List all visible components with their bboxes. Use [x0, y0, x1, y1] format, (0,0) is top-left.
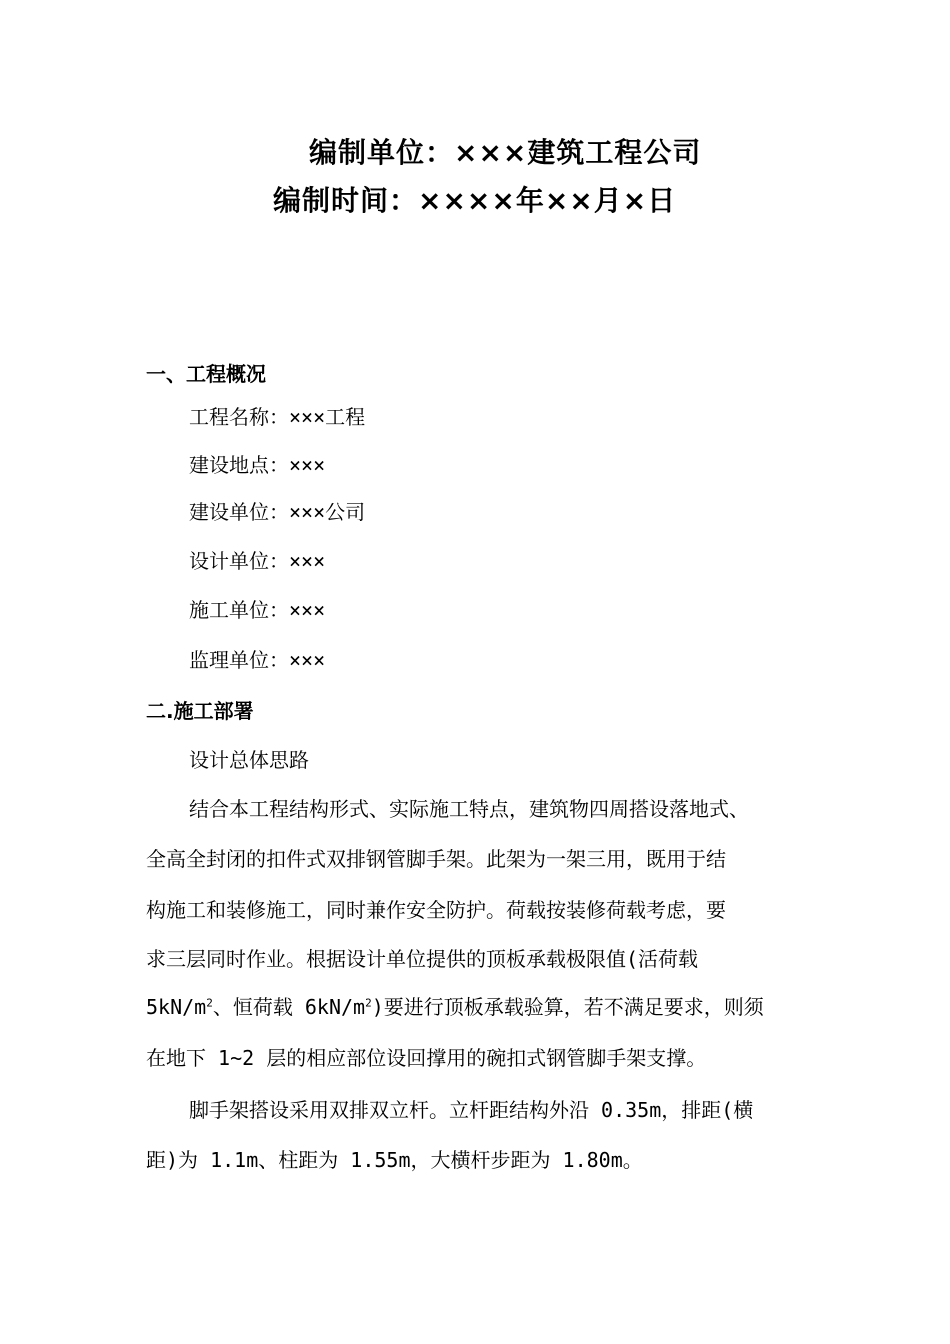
- section-heading-project-overview: 一、工程概况: [146, 362, 266, 386]
- contractor-unit-line: 施工单位：×××: [189, 598, 326, 622]
- client-unit-line: 建设单位：×××公司: [189, 500, 366, 524]
- dead-load-text: 、恒荷载 6kN/m: [212, 995, 366, 1019]
- superscript-square: 2: [206, 996, 213, 1010]
- paragraph-line: 构施工和装修施工，同时兼作安全防护。荷载按装修荷载考虑，要: [146, 898, 726, 922]
- paragraph-line: 脚手架搭设采用双排双立杆。立杆距结构外沿 0.35m，排距(横: [189, 1098, 754, 1122]
- paragraph-line: 距)为 1.1m、柱距为 1.55m，大横杆步距为 1.80m。: [146, 1148, 643, 1172]
- supervision-unit-line: 监理单位：×××: [189, 648, 326, 672]
- superscript-square: 2: [365, 996, 372, 1010]
- paragraph-line-with-units: [146, 993, 764, 1021]
- check-requirement-text: )要进行顶板承载验算，若不满足要求，则须: [371, 995, 764, 1019]
- subheading-design-approach: 设计总体思路: [189, 748, 309, 772]
- compiling-unit-line: 编制单位：×××建筑工程公司: [309, 136, 702, 169]
- paragraph-line: 全高全封闭的扣件式双排钢管脚手架。此架为一架三用，既用于结: [146, 847, 726, 871]
- construction-site-line: 建设地点：×××: [189, 453, 326, 477]
- compiling-time-line: 编制时间：××××年××月×日: [273, 184, 677, 217]
- paragraph-line: 结合本工程结构形式、实际施工特点，建筑物四周搭设落地式、: [189, 797, 749, 821]
- section-heading-deployment: 二.施工部署: [146, 699, 254, 723]
- design-unit-line: 设计单位：×××: [189, 549, 326, 573]
- project-name-line: 工程名称：×××工程: [189, 405, 366, 429]
- paragraph-line: 求三层同时作业。根据设计单位提供的顶板承载极限值(活荷载: [146, 947, 699, 971]
- paragraph-line: 在地下 1~2 层的相应部位设回撑用的碗扣式钢管脚手架支撑。: [146, 1046, 707, 1070]
- live-load-value: 5kN/m: [146, 995, 207, 1019]
